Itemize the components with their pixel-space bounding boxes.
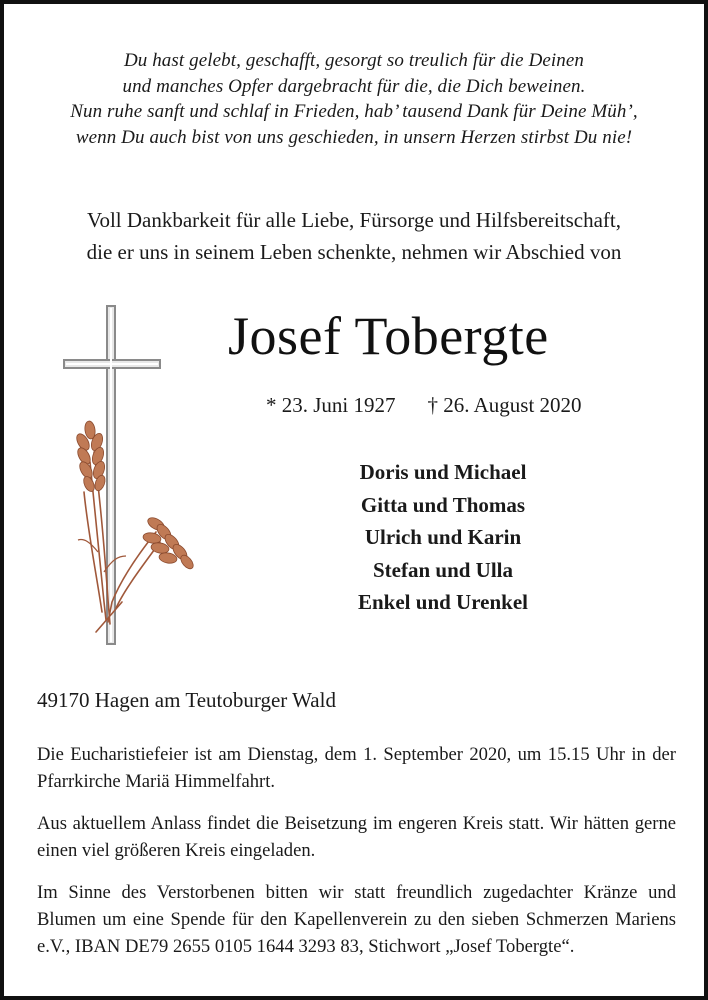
poem-line: und manches Opfer dargebracht für die, die Dich beweinen.	[122, 75, 586, 97]
service-paragraph: Die Eucharistiefeier ist am Dienstag, dem 1. September 2020, um 15.15 Uhr in der Pfarrkirche Mariä Himmelfahrt.	[37, 744, 676, 792]
poem-line: Nun ruhe sanft und schlaf in Frieden, hab’ tausend Dank für Deine Müh’,	[70, 101, 638, 122]
intro-line: Voll Dankbarkeit für alle Liebe, Fürsorge und Hilfsbereitschaft,	[87, 208, 621, 232]
family-member: Stefan und Ulla	[372, 557, 514, 582]
intro-line: die er uns in seinem Leben schenkte, nehmen wir Abschied von	[86, 240, 622, 264]
intro-text	[4, 204, 704, 268]
family-member: Enkel und Urenkel	[358, 590, 528, 614]
family-member: Doris und Michael	[359, 460, 527, 484]
poem-line: wenn Du auch bist von uns geschieden, in unsern Herzen stirbst Du nie!	[75, 126, 633, 148]
poem-line: Du hast gelebt, geschafft, gesorgt so treulich für die Deinen	[123, 50, 585, 71]
cross-with-wheat-icon	[60, 302, 200, 657]
family-member: Gitta und Thomas	[360, 492, 526, 517]
family-list	[228, 456, 658, 619]
donation-paragraph: Im Sinne des Verstorbenen bitten wir statt freundlich zugedachter Kränze und Blumen um eine Spende für den Kapellenverein zu den sieben Schmerzen Mariens e.V., IBAN DE79 2655 0105 1644 3293 83, Stichwort „Josef Tobergte“.	[37, 882, 676, 957]
poem	[4, 48, 704, 150]
deceased-name: Josef Tobergte	[228, 306, 549, 366]
family-member: Ulrich und Karin	[364, 525, 522, 549]
death-date: † 26. August 2020	[427, 393, 582, 417]
life-dates	[266, 390, 582, 420]
birth-date: * 23. Juni 1927	[266, 393, 396, 417]
burial-paragraph: Aus aktuellem Anlass findet die Beisetzung im engeren Kreis statt. Wir hätten gerne einen viel größeren Kreis eingeladen.	[37, 813, 676, 861]
place: 49170 Hagen am Teutoburger Wald	[37, 688, 336, 712]
